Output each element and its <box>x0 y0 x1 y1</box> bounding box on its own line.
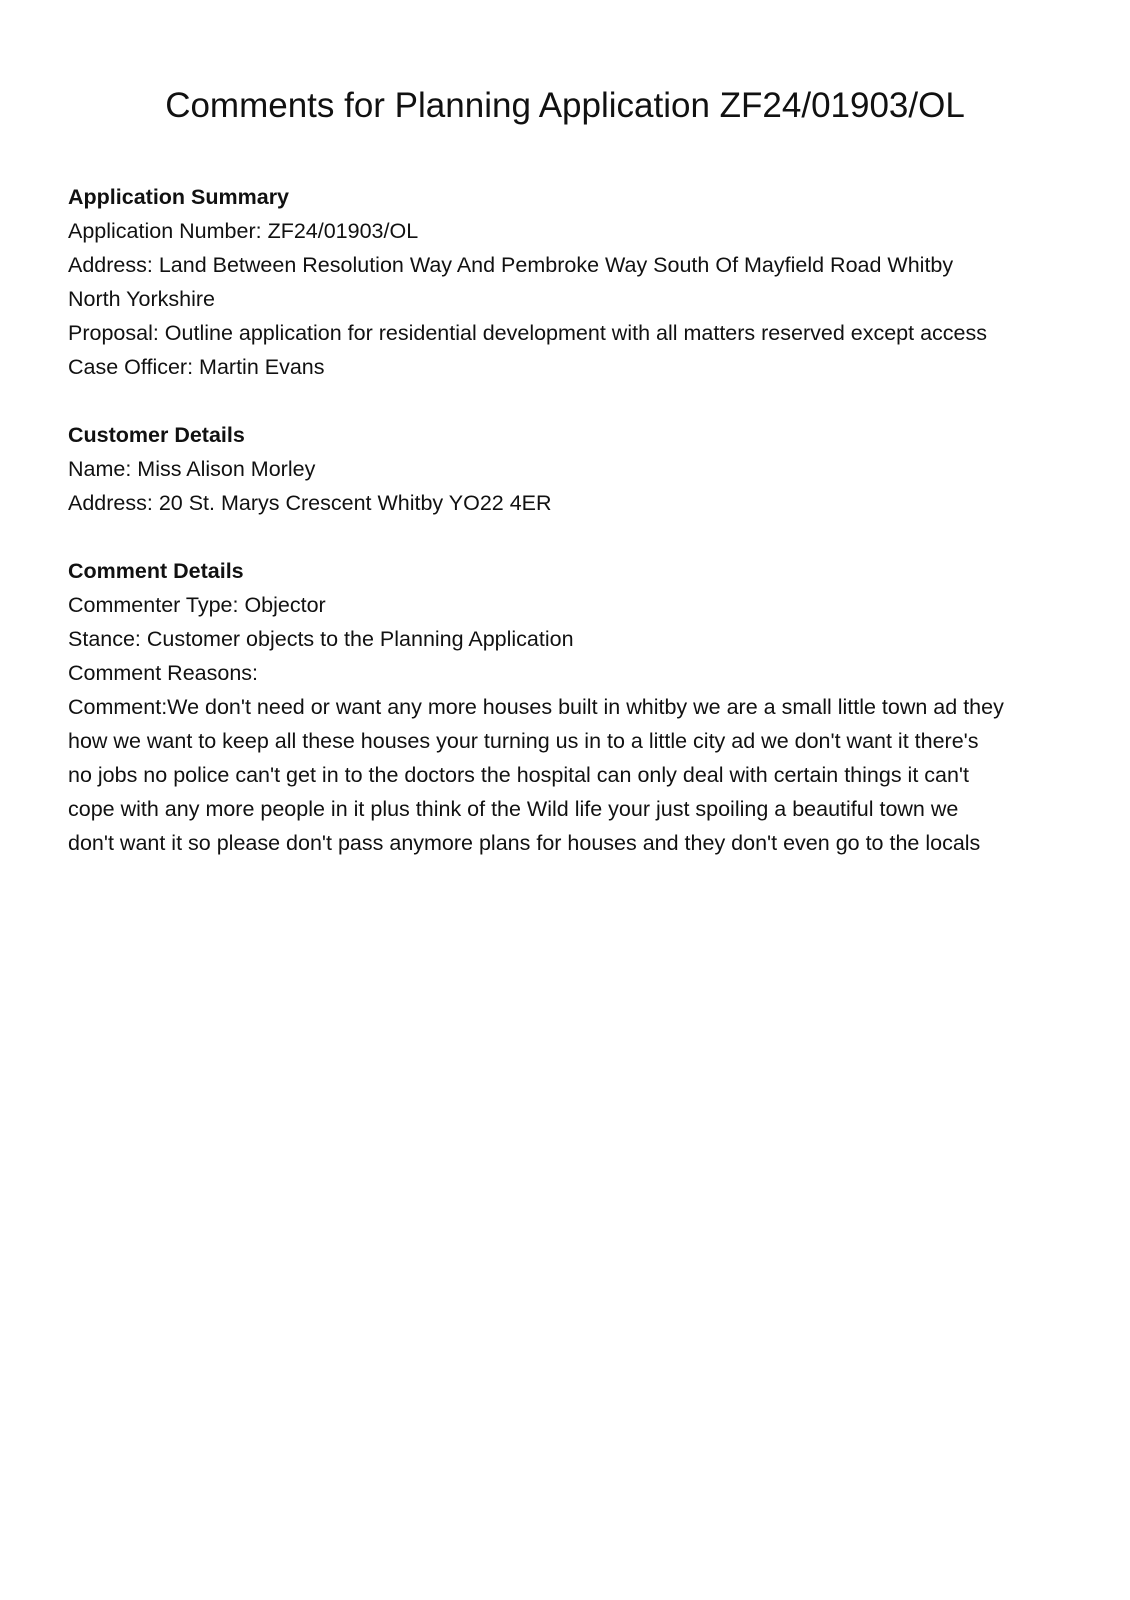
application-address-line2: North Yorkshire <box>68 287 215 311</box>
comment-line: how we want to keep all these houses your turning us in to a little city ad we don't want it there's <box>68 729 979 753</box>
comment-line: don't want it so please don't pass anymore plans for houses and they don't even go to the locals <box>68 831 981 855</box>
application-proposal: Proposal: Outline application for residential development with all matters reserved except access <box>68 321 987 345</box>
customer-details-heading: Customer Details <box>68 423 245 447</box>
comment-reasons: Comment Reasons: <box>68 661 258 685</box>
application-address-line1: Address: Land Between Resolution Way And Pembroke Way South Of Mayfield Road Whitby <box>68 253 954 277</box>
commenter-type: Commenter Type: Objector <box>68 593 326 617</box>
comment-line: Comment:We don't need or want any more houses built in whitby we are a small little town ad they <box>68 695 1004 719</box>
customer-name: Name: Miss Alison Morley <box>68 457 316 481</box>
customer-details-section <box>68 418 1068 520</box>
comment-line: cope with any more people in it plus think of the Wild life your just spoiling a beautiful town we <box>68 797 959 821</box>
comment-details-heading: Comment Details <box>68 559 244 583</box>
application-number: Application Number: ZF24/01903/OL <box>68 219 419 243</box>
page-title: Comments for Planning Application ZF24/01903/OL <box>165 86 965 125</box>
stance: Stance: Customer objects to the Planning Application <box>68 627 574 651</box>
case-officer: Case Officer: Martin Evans <box>68 355 325 379</box>
comment-details-section <box>68 554 1068 860</box>
application-summary-section <box>68 180 1068 384</box>
document-content <box>68 180 1068 894</box>
comment-line: no jobs no police can't get in to the doctors the hospital can only deal with certain things it can't <box>68 763 970 787</box>
customer-address: Address: 20 St. Marys Crescent Whitby YO22 4ER <box>68 491 552 515</box>
application-summary-heading: Application Summary <box>68 185 290 209</box>
